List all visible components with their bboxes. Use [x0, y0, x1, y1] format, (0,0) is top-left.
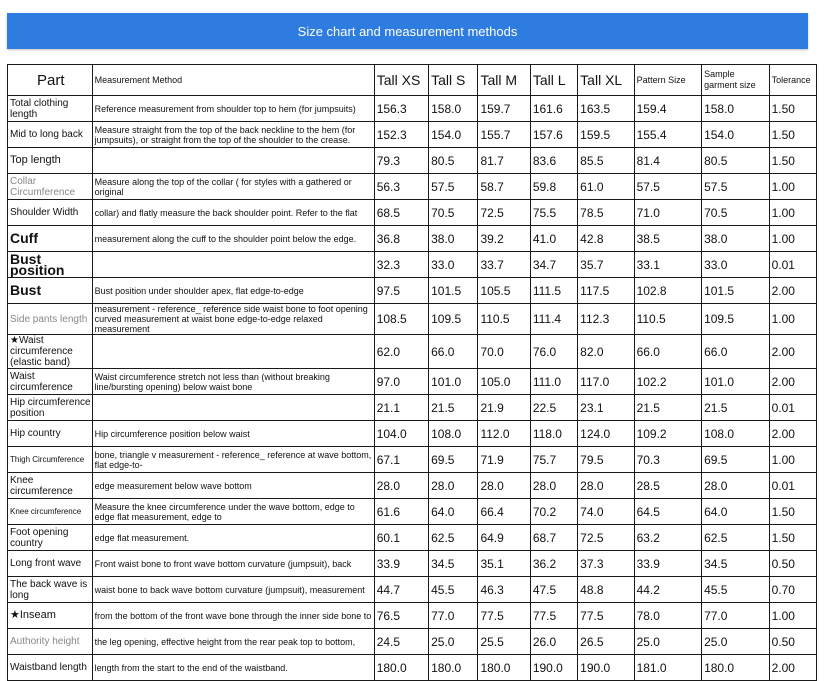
value-cell-tolerance: 2.00: [769, 335, 816, 369]
value-cell-tall-xl: 72.5: [578, 525, 634, 551]
table-row: [8, 252, 817, 278]
part-cell: Foot opening country: [8, 525, 93, 551]
value-cell-pattern-size: 21.5: [634, 395, 702, 421]
value-cell-sample-size: 34.5: [702, 551, 770, 577]
value-cell-tall-s: 101.0: [429, 369, 478, 395]
header-tolerance: Tolerance: [769, 65, 816, 96]
header-pattern-size: Pattern Size: [634, 65, 702, 96]
value-cell-tall-s: 25.0: [429, 629, 478, 655]
value-cell-sample-size: 108.0: [702, 421, 770, 447]
value-cell-tall-xs: 24.5: [374, 629, 428, 655]
value-cell-tall-xl: 159.5: [578, 122, 634, 148]
value-cell-sample-size: 69.5: [702, 447, 770, 473]
value-cell-pattern-size: 64.5: [634, 499, 702, 525]
part-cell: ★Inseam: [8, 603, 93, 629]
value-cell-tall-xs: 67.1: [374, 447, 428, 473]
value-cell-pattern-size: 110.5: [634, 304, 702, 335]
value-cell-tall-l: 68.7: [530, 525, 577, 551]
value-cell-tall-l: 22.5: [530, 395, 577, 421]
part-cell: Waist circumference: [8, 369, 93, 395]
value-cell-tolerance: 1.00: [769, 304, 816, 335]
header-part: Part: [8, 65, 93, 96]
part-cell: Hip country: [8, 421, 93, 447]
table-row: [8, 629, 817, 655]
value-cell-tolerance: 2.00: [769, 421, 816, 447]
part-cell: Bust: [8, 278, 93, 304]
value-cell-pattern-size: 63.2: [634, 525, 702, 551]
table-row: [8, 304, 817, 335]
part-cell: Long front wave: [8, 551, 93, 577]
header-size-m: Tall M: [478, 65, 530, 96]
value-cell-tall-xs: 180.0: [374, 655, 428, 681]
value-cell-tall-s: 21.5: [429, 395, 478, 421]
value-cell-tolerance: 1.00: [769, 447, 816, 473]
value-cell-pattern-size: 28.5: [634, 473, 702, 499]
value-cell-tall-m: 180.0: [478, 655, 530, 681]
part-cell: Mid to long back: [8, 122, 93, 148]
value-cell-tall-m: 46.3: [478, 577, 530, 603]
value-cell-tall-l: 76.0: [530, 335, 577, 369]
banner-title: Size chart and measurement methods: [297, 23, 518, 39]
value-cell-tolerance: 1.50: [769, 525, 816, 551]
method-cell: edge measurement below wave bottom: [92, 473, 374, 499]
value-cell-tall-l: 28.0: [530, 473, 577, 499]
table-row: [8, 369, 817, 395]
value-cell-tall-xs: 21.1: [374, 395, 428, 421]
value-cell-pattern-size: 33.9: [634, 551, 702, 577]
value-cell-tall-xs: 108.5: [374, 304, 428, 335]
table-row: [8, 148, 817, 174]
value-cell-tall-s: 38.0: [429, 226, 478, 252]
value-cell-tall-s: 108.0: [429, 421, 478, 447]
value-cell-tall-xl: 48.8: [578, 577, 634, 603]
value-cell-tall-l: 75.7: [530, 447, 577, 473]
value-cell-tall-l: 118.0: [530, 421, 577, 447]
size-chart-table: [7, 64, 817, 681]
value-cell-tall-xl: 26.5: [578, 629, 634, 655]
value-cell-tall-xs: 60.1: [374, 525, 428, 551]
value-cell-pattern-size: 44.2: [634, 577, 702, 603]
table-row: [8, 551, 817, 577]
value-cell-tall-xs: 61.6: [374, 499, 428, 525]
value-cell-pattern-size: 102.2: [634, 369, 702, 395]
value-cell-tall-xl: 124.0: [578, 421, 634, 447]
part-cell: Shoulder Width: [8, 200, 93, 226]
value-cell-tall-l: 83.6: [530, 148, 577, 174]
value-cell-tall-xl: 37.3: [578, 551, 634, 577]
method-cell: Measure the knee circumference under the wave bottom, edge to edge flat measurement, edge to: [92, 499, 374, 525]
value-cell-tall-s: 57.5: [429, 174, 478, 200]
method-cell: Front waist bone to front wave bottom curvature (jumpsuit), back: [92, 551, 374, 577]
value-cell-tall-xl: 79.5: [578, 447, 634, 473]
value-cell-tall-xs: 76.5: [374, 603, 428, 629]
part-cell: Side pants length: [8, 304, 93, 335]
value-cell-sample-size: 66.0: [702, 335, 770, 369]
method-cell: [92, 148, 374, 174]
value-cell-sample-size: 28.0: [702, 473, 770, 499]
value-cell-tall-s: 180.0: [429, 655, 478, 681]
value-cell-tall-xl: 85.5: [578, 148, 634, 174]
table-row: [8, 447, 817, 473]
value-cell-tall-m: 110.5: [478, 304, 530, 335]
table-row: [8, 473, 817, 499]
table-row: [8, 96, 817, 122]
method-cell: Hip circumference position below waist: [92, 421, 374, 447]
value-cell-tall-s: 34.5: [429, 551, 478, 577]
value-cell-sample-size: 64.0: [702, 499, 770, 525]
part-cell: ★Waist circumference (elastic band): [8, 335, 93, 369]
value-cell-tall-xl: 82.0: [578, 335, 634, 369]
header-sample-size: Sample garment size: [702, 65, 770, 96]
value-cell-sample-size: 154.0: [702, 122, 770, 148]
part-cell: Total clothing length: [8, 96, 93, 122]
value-cell-tall-xl: 74.0: [578, 499, 634, 525]
value-cell-tall-l: 26.0: [530, 629, 577, 655]
value-cell-tall-xs: 36.8: [374, 226, 428, 252]
value-cell-tolerance: 2.00: [769, 655, 816, 681]
value-cell-pattern-size: 25.0: [634, 629, 702, 655]
value-cell-tall-xs: 97.0: [374, 369, 428, 395]
value-cell-tall-xs: 68.5: [374, 200, 428, 226]
value-cell-pattern-size: 102.8: [634, 278, 702, 304]
part-cell: Collar Circumference: [8, 174, 93, 200]
value-cell-tall-l: 157.6: [530, 122, 577, 148]
part-cell: Thigh Circumference: [8, 447, 93, 473]
part-cell: Bust position: [8, 252, 93, 278]
value-cell-sample-size: 101.0: [702, 369, 770, 395]
value-cell-tolerance: 1.50: [769, 148, 816, 174]
part-cell: Top length: [8, 148, 93, 174]
value-cell-tall-l: 47.5: [530, 577, 577, 603]
value-cell-pattern-size: 155.4: [634, 122, 702, 148]
table-row: [8, 278, 817, 304]
method-cell: edge flat measurement.: [92, 525, 374, 551]
method-cell: Measure along the top of the collar ( for styles with a gathered or original: [92, 174, 374, 200]
header-size-xl: Tall XL: [578, 65, 634, 96]
value-cell-tall-m: 70.0: [478, 335, 530, 369]
header-size-l: Tall L: [530, 65, 577, 96]
value-cell-tall-m: 35.1: [478, 551, 530, 577]
value-cell-tall-s: 158.0: [429, 96, 478, 122]
value-cell-tall-s: 28.0: [429, 473, 478, 499]
value-cell-tall-m: 58.7: [478, 174, 530, 200]
value-cell-tall-m: 159.7: [478, 96, 530, 122]
title-banner: [7, 13, 808, 49]
value-cell-tall-m: 28.0: [478, 473, 530, 499]
value-cell-tall-m: 155.7: [478, 122, 530, 148]
value-cell-tall-xs: 28.0: [374, 473, 428, 499]
value-cell-tall-m: 64.9: [478, 525, 530, 551]
value-cell-tall-m: 71.9: [478, 447, 530, 473]
value-cell-tall-m: 105.0: [478, 369, 530, 395]
value-cell-pattern-size: 109.2: [634, 421, 702, 447]
value-cell-tall-l: 111.0: [530, 369, 577, 395]
method-cell: from the bottom of the front wave bone through the inner side bone to: [92, 603, 374, 629]
value-cell-tall-s: 80.5: [429, 148, 478, 174]
value-cell-sample-size: 25.0: [702, 629, 770, 655]
value-cell-tall-xl: 190.0: [578, 655, 634, 681]
value-cell-tolerance: 0.01: [769, 395, 816, 421]
value-cell-tall-xs: 97.5: [374, 278, 428, 304]
value-cell-tall-m: 33.7: [478, 252, 530, 278]
method-cell: bone, triangle v measurement - reference_ reference at wave bottom, flat edge-to-: [92, 447, 374, 473]
value-cell-sample-size: 38.0: [702, 226, 770, 252]
value-cell-tall-xs: 79.3: [374, 148, 428, 174]
value-cell-tolerance: 0.01: [769, 252, 816, 278]
value-cell-tall-s: 62.5: [429, 525, 478, 551]
value-cell-tall-s: 77.0: [429, 603, 478, 629]
header-row: [8, 65, 817, 96]
value-cell-tall-m: 105.5: [478, 278, 530, 304]
value-cell-sample-size: 70.5: [702, 200, 770, 226]
part-cell: Cuff: [8, 226, 93, 252]
value-cell-tall-s: 69.5: [429, 447, 478, 473]
method-cell: length from the start to the end of the waistband.: [92, 655, 374, 681]
value-cell-sample-size: 101.5: [702, 278, 770, 304]
header-size-s: Tall S: [429, 65, 478, 96]
value-cell-tall-m: 66.4: [478, 499, 530, 525]
method-cell: Waist circumference stretch not less than (without breaking line/bursting opening) below waist bone: [92, 369, 374, 395]
part-cell: The back wave is long: [8, 577, 93, 603]
value-cell-tall-xl: 77.5: [578, 603, 634, 629]
value-cell-sample-size: 180.0: [702, 655, 770, 681]
value-cell-tolerance: 2.00: [769, 278, 816, 304]
part-cell: Authority height: [8, 629, 93, 655]
value-cell-tall-l: 70.2: [530, 499, 577, 525]
part-cell: Waistband length: [8, 655, 93, 681]
value-cell-tall-l: 41.0: [530, 226, 577, 252]
value-cell-tolerance: 1.00: [769, 200, 816, 226]
value-cell-sample-size: 80.5: [702, 148, 770, 174]
method-cell: collar) and flatly measure the back shoulder point. Refer to the flat: [92, 200, 374, 226]
value-cell-tall-xl: 42.8: [578, 226, 634, 252]
value-cell-tall-l: 59.8: [530, 174, 577, 200]
method-cell: Measure straight from the top of the back neckline to the hem (for jumpsuits), or straight from the top of the shoulder to the crease.: [92, 122, 374, 148]
value-cell-tolerance: 0.70: [769, 577, 816, 603]
value-cell-pattern-size: 70.3: [634, 447, 702, 473]
value-cell-tolerance: 0.50: [769, 551, 816, 577]
value-cell-pattern-size: 38.5: [634, 226, 702, 252]
value-cell-tall-xs: 44.7: [374, 577, 428, 603]
value-cell-tall-s: 101.5: [429, 278, 478, 304]
value-cell-tall-xs: 32.3: [374, 252, 428, 278]
value-cell-tall-xl: 28.0: [578, 473, 634, 499]
value-cell-tall-xl: 163.5: [578, 96, 634, 122]
value-cell-pattern-size: 78.0: [634, 603, 702, 629]
value-cell-sample-size: 109.5: [702, 304, 770, 335]
table-row: [8, 335, 817, 369]
value-cell-tall-m: 21.9: [478, 395, 530, 421]
value-cell-tolerance: 1.00: [769, 603, 816, 629]
value-cell-tall-s: 109.5: [429, 304, 478, 335]
header-size-xs: Tall XS: [374, 65, 428, 96]
value-cell-tall-s: 64.0: [429, 499, 478, 525]
value-cell-tall-s: 70.5: [429, 200, 478, 226]
value-cell-tolerance: 1.50: [769, 499, 816, 525]
value-cell-tall-m: 72.5: [478, 200, 530, 226]
value-cell-tall-s: 154.0: [429, 122, 478, 148]
value-cell-sample-size: 33.0: [702, 252, 770, 278]
value-cell-tall-l: 161.6: [530, 96, 577, 122]
value-cell-tolerance: 1.50: [769, 122, 816, 148]
value-cell-tall-xl: 23.1: [578, 395, 634, 421]
value-cell-tall-m: 77.5: [478, 603, 530, 629]
part-cell: Knee circumference: [8, 499, 93, 525]
method-cell: [92, 395, 374, 421]
value-cell-tolerance: 0.01: [769, 473, 816, 499]
part-cell: Knee circumference: [8, 473, 93, 499]
value-cell-tall-l: 190.0: [530, 655, 577, 681]
value-cell-tall-xl: 117.0: [578, 369, 634, 395]
method-cell: Reference measurement from shoulder top to hem (for jumpsuits): [92, 96, 374, 122]
part-cell: Hip circumference position: [8, 395, 93, 421]
value-cell-tall-xl: 117.5: [578, 278, 634, 304]
value-cell-tall-s: 66.0: [429, 335, 478, 369]
value-cell-tall-xs: 156.3: [374, 96, 428, 122]
value-cell-tolerance: 1.00: [769, 174, 816, 200]
value-cell-pattern-size: 181.0: [634, 655, 702, 681]
value-cell-tall-s: 33.0: [429, 252, 478, 278]
table-row: [8, 174, 817, 200]
table-row: [8, 226, 817, 252]
value-cell-tolerance: 0.50: [769, 629, 816, 655]
value-cell-tolerance: 1.50: [769, 96, 816, 122]
table-row: [8, 200, 817, 226]
table-row: [8, 421, 817, 447]
value-cell-sample-size: 77.0: [702, 603, 770, 629]
table-row: [8, 395, 817, 421]
value-cell-tall-xs: 152.3: [374, 122, 428, 148]
value-cell-tall-xs: 33.9: [374, 551, 428, 577]
value-cell-tall-xs: 56.3: [374, 174, 428, 200]
value-cell-pattern-size: 33.1: [634, 252, 702, 278]
value-cell-tall-s: 45.5: [429, 577, 478, 603]
value-cell-tall-l: 77.5: [530, 603, 577, 629]
value-cell-tall-xs: 62.0: [374, 335, 428, 369]
value-cell-sample-size: 62.5: [702, 525, 770, 551]
value-cell-sample-size: 45.5: [702, 577, 770, 603]
method-cell: measurement - reference_ reference side waist bone to foot opening curved measurement at waist bone edge-to-edge relaxed measurement: [92, 304, 374, 335]
value-cell-tall-xl: 61.0: [578, 174, 634, 200]
value-cell-sample-size: 57.5: [702, 174, 770, 200]
value-cell-tall-xl: 78.5: [578, 200, 634, 226]
value-cell-sample-size: 21.5: [702, 395, 770, 421]
header-method: Measurement Method: [92, 65, 374, 96]
table-row: [8, 603, 817, 629]
table-row: [8, 499, 817, 525]
table-row: [8, 122, 817, 148]
method-cell: [92, 252, 374, 278]
value-cell-sample-size: 158.0: [702, 96, 770, 122]
value-cell-pattern-size: 81.4: [634, 148, 702, 174]
value-cell-tall-l: 111.5: [530, 278, 577, 304]
value-cell-pattern-size: 66.0: [634, 335, 702, 369]
method-cell: measurement along the cuff to the shoulder point below the edge.: [92, 226, 374, 252]
value-cell-tall-m: 39.2: [478, 226, 530, 252]
value-cell-tall-l: 36.2: [530, 551, 577, 577]
value-cell-tolerance: 1.00: [769, 226, 816, 252]
value-cell-pattern-size: 159.4: [634, 96, 702, 122]
method-cell: the leg opening, effective height from the rear peak top to bottom,: [92, 629, 374, 655]
method-cell: Bust position under shoulder apex, flat edge-to-edge: [92, 278, 374, 304]
value-cell-tall-m: 25.5: [478, 629, 530, 655]
value-cell-tall-l: 34.7: [530, 252, 577, 278]
value-cell-tall-l: 111.4: [530, 304, 577, 335]
value-cell-tall-xl: 112.3: [578, 304, 634, 335]
table-row: [8, 577, 817, 603]
value-cell-tall-m: 81.7: [478, 148, 530, 174]
value-cell-tall-l: 75.5: [530, 200, 577, 226]
value-cell-tolerance: 2.00: [769, 369, 816, 395]
value-cell-pattern-size: 71.0: [634, 200, 702, 226]
method-cell: [92, 335, 374, 369]
method-cell: waist bone to back wave bottom curvature (jumpsuit), measurement: [92, 577, 374, 603]
value-cell-tall-xs: 104.0: [374, 421, 428, 447]
value-cell-tall-m: 112.0: [478, 421, 530, 447]
value-cell-pattern-size: 57.5: [634, 174, 702, 200]
table-row: [8, 525, 817, 551]
value-cell-tall-xl: 35.7: [578, 252, 634, 278]
